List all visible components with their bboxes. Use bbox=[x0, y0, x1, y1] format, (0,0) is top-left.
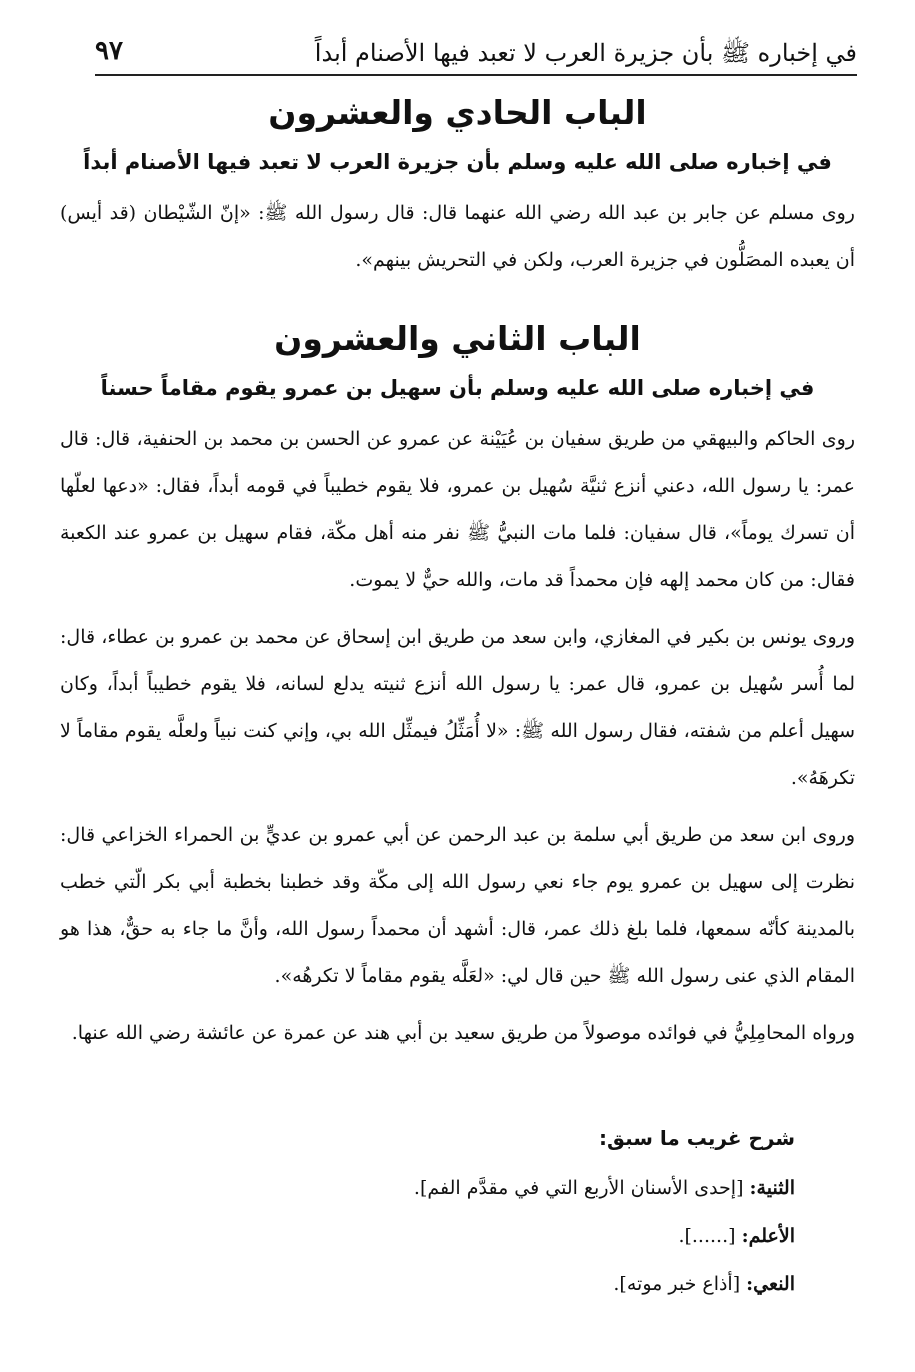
glossary-term: الأعلم: bbox=[741, 1225, 795, 1247]
chapter-22-paragraph-4: ورواه المحامِلِيُّ في فوائده موصولاً من طريق سعيد بن أبي هند عن عمرة عن عائشة رضي الله عنها. bbox=[71, 1022, 855, 1044]
chapter-21-title: الباب الحادي والعشرون bbox=[268, 93, 647, 132]
chapter-21-subtitle: في إخباره صلى الله عليه وسلم بأن جزيرة العرب لا تعبد فيها الأصنام أبداً bbox=[83, 150, 832, 174]
glossary-term: النعي: bbox=[746, 1273, 795, 1295]
chapter-21-paragraph: روى مسلم عن جابر بن عبد الله رضي الله عنهما قال: قال رسول الله ﷺ: «إنّ الشّيْطان (قد أيس) أن يعبده المصَلُّون في جزيرة العرب، ولكن في التحريش بينهم». bbox=[60, 202, 855, 271]
running-header bbox=[95, 34, 857, 76]
glossary-definition: [أذاع خبر موته]. bbox=[613, 1273, 741, 1295]
running-title: في إخباره ﷺ بأن جزيرة العرب لا تعبد فيها الأصنام أبداً bbox=[314, 39, 857, 67]
glossary-item bbox=[60, 1164, 795, 1212]
glossary-title: شرح غريب ما سبق: bbox=[599, 1126, 795, 1150]
glossary-item bbox=[60, 1260, 795, 1308]
chapter-22 bbox=[60, 314, 855, 1067]
glossary-definition: [إحدى الأسنان الأربع التي في مقدَّم الفم]. bbox=[413, 1177, 744, 1199]
chapter-22-paragraph-2: وروى يونس بن بكير في المغازي، وابن سعد من طريق ابن إسحاق عن محمد بن عمرو بن عطاء، قال: لما أُسر سُهيل بن عمرو، قال عمر: يا رسول الله أنزع ثنيته يدلع لسانه، فلا يقوم خطيباً أبداً، وكان سهيل أعلم من شفته، فقال رسول الله ﷺ: «لا أُمَثِّلُ فيمثِّل الله بي، وإني كنت نبياً ولعلَّه يقوم مقاماً لا تكرهَهُ». bbox=[60, 626, 855, 789]
glossary-definition: [......]. bbox=[678, 1225, 736, 1247]
chapter-22-subtitle: في إخباره صلى الله عليه وسلم بأن سهيل بن عمرو يقوم مقاماً حسناً bbox=[100, 376, 815, 400]
chapter-22-paragraph-3: وروى ابن سعد من طريق أبي سلمة بن عبد الرحمن عن أبي عمرو بن عديٍّ بن الحمراء الخزاعي قال: نظرت إلى سهيل بن عمرو يوم جاء نعي رسول الله إلى مكّة وقد خطبنا بخطبة أبي بكر الّتي خطب بالمدينة كأنّه سمعها، فلما بلغ ذلك عمر، قال: أشهد أن محمداً رسول الله، وأنَّ ما جاء به حقٌّ، هذا هو المقام الذي عنى رسول الله ﷺ حين قال لي: «لعَلَّه يقوم مقاماً لا تكرهُه». bbox=[60, 824, 855, 987]
glossary-item bbox=[60, 1212, 795, 1260]
chapter-22-paragraph-1: روى الحاكم والبيهقي من طريق سفيان بن عُيَيْنة عن عمرو عن الحسن بن محمد بن الحنفية، قال: قال عمر: يا رسول الله، دعني أنزع ثنيَّة سُهيل بن عمرو، فلا يقوم خطيباً في قومه أبداً، فقال: «دعها لعلّها أن تسرك يوماً»، قال سفيان: فلما مات النبيُّ ﷺ نفر منه أهل مكّة، فقام سهيل بن عمرو عند الكعبة فقال: من كان محمد إلهه فإن محمداً قد مات، والله حيٌّ لا يموت. bbox=[60, 428, 855, 591]
glossary-term: الثنية: bbox=[749, 1177, 795, 1199]
header-rule bbox=[95, 74, 857, 76]
page-number: ٩٧ bbox=[95, 36, 123, 66]
glossary bbox=[60, 1116, 795, 1308]
chapter-22-title: الباب الثاني والعشرون bbox=[274, 319, 641, 358]
chapter-21 bbox=[60, 88, 855, 294]
